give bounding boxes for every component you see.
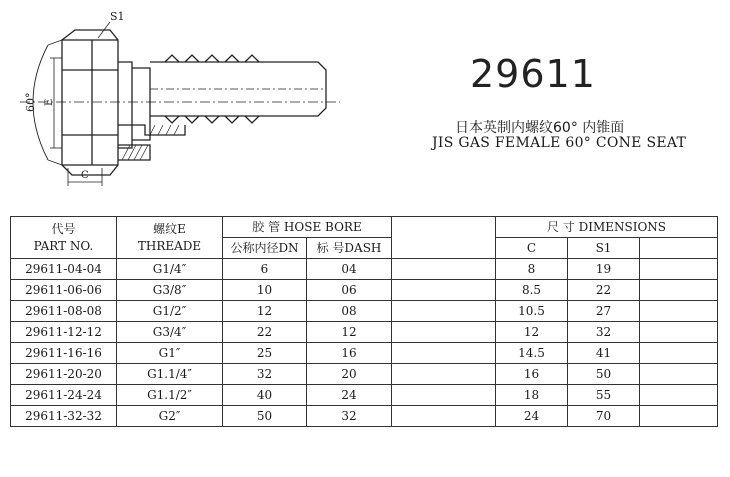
dash-cell: 32 [307,406,392,427]
c-cell: 16 [496,364,568,385]
thread-cell: G1.1/2″ [117,385,223,406]
s1-cell: 27 [568,301,640,322]
dash-cell: 16 [307,343,392,364]
dn-cell: 25 [223,343,307,364]
table-row [11,322,718,343]
part-cell: 29611-32-32 [11,406,117,427]
thread-cell: G1.1/4″ [117,364,223,385]
spare-cell [640,322,718,343]
c-cell: 8 [496,259,568,280]
thread-header-en: THREADE [137,238,202,253]
spare-header [640,238,718,259]
dash-cell: 08 [307,301,392,322]
part-cell: 29611-06-06 [11,280,117,301]
angle-label: 60° [24,92,37,112]
header-row [11,217,718,238]
c-label: C [81,170,89,181]
s1-cell: 50 [568,364,640,385]
e-label: E [44,98,55,106]
nut-outline [62,40,118,165]
c-cell: 24 [496,406,568,427]
spare-cell [640,259,718,280]
table-row [11,406,718,427]
thread-header [117,217,223,259]
dn-cell: 22 [223,322,307,343]
subtitle-english: JIS GAS FEMALE 60° CONE SEAT [432,135,687,151]
dash-cell: 06 [307,280,392,301]
s1-cell: 32 [568,322,640,343]
blank-cell [392,406,496,427]
spare-cell [640,406,718,427]
c-cell: 12 [496,322,568,343]
table-row [11,385,718,406]
table-row [11,343,718,364]
part-cell: 29611-12-12 [11,322,117,343]
dn-header: 公称内径DN [223,238,307,259]
blank-cell [392,385,496,406]
c-cell: 10.5 [496,301,568,322]
table-row [11,259,718,280]
spare-cell [640,301,718,322]
thread-cell: G3/8″ [117,280,223,301]
part-cell: 29611-24-24 [11,385,117,406]
part-cell: 29611-08-08 [11,301,117,322]
dash-cell: 24 [307,385,392,406]
s1-cell: 55 [568,385,640,406]
dash-cell: 20 [307,364,392,385]
part-header-cn: 代号 [51,221,76,236]
part-cell: 29611-20-20 [11,364,117,385]
c-header: C [496,238,568,259]
s1-cell: 19 [568,259,640,280]
part-header [11,217,117,259]
thread-cell: G1/4″ [117,259,223,280]
thread-header-cn: 螺纹E [153,221,186,236]
table-row [11,301,718,322]
table-row [11,280,718,301]
dash-cell: 04 [307,259,392,280]
s1-header: S1 [568,238,640,259]
blank-cell [392,343,496,364]
part-cell: 29611-16-16 [11,343,117,364]
dimensions-header: 尺 寸 DIMENSIONS [496,217,718,238]
thread-cell: G1″ [117,343,223,364]
thread-cell: G3/4″ [117,322,223,343]
hose-bore-header: 胶 管 HOSE BORE [223,217,392,238]
thread-cell: G2″ [117,406,223,427]
dash-cell: 12 [307,322,392,343]
blank-cell [392,301,496,322]
dash-header: 标 号DASH [307,238,392,259]
c-cell: 14.5 [496,343,568,364]
dn-cell: 40 [223,385,307,406]
spare-cell [640,385,718,406]
table-row [11,364,718,385]
thread-cell: G1/2″ [117,301,223,322]
dn-cell: 6 [223,259,307,280]
s1-cell: 41 [568,343,640,364]
spare-cell [640,280,718,301]
spare-cell [640,364,718,385]
dn-cell: 10 [223,280,307,301]
fitting-drawing [0,0,360,200]
part-header-en: PART NO. [33,238,94,253]
dn-cell: 32 [223,364,307,385]
blank-cell [392,259,496,280]
s1-label: S1 [110,10,125,23]
c-cell: 18 [496,385,568,406]
s1-cell: 22 [568,280,640,301]
dn-cell: 12 [223,301,307,322]
part-cell: 29611-04-04 [11,259,117,280]
blank-cell [392,280,496,301]
spare-cell [640,343,718,364]
blank-header [392,217,496,259]
s1-cell: 70 [568,406,640,427]
blank-cell [392,364,496,385]
c-cell: 8.5 [496,280,568,301]
spec-table [10,216,718,427]
blank-cell [392,322,496,343]
dn-cell: 50 [223,406,307,427]
model-number: 29611 [470,52,596,96]
subtitle-chinese: 日本英制内螺纹60° 内锥面 [455,120,625,136]
